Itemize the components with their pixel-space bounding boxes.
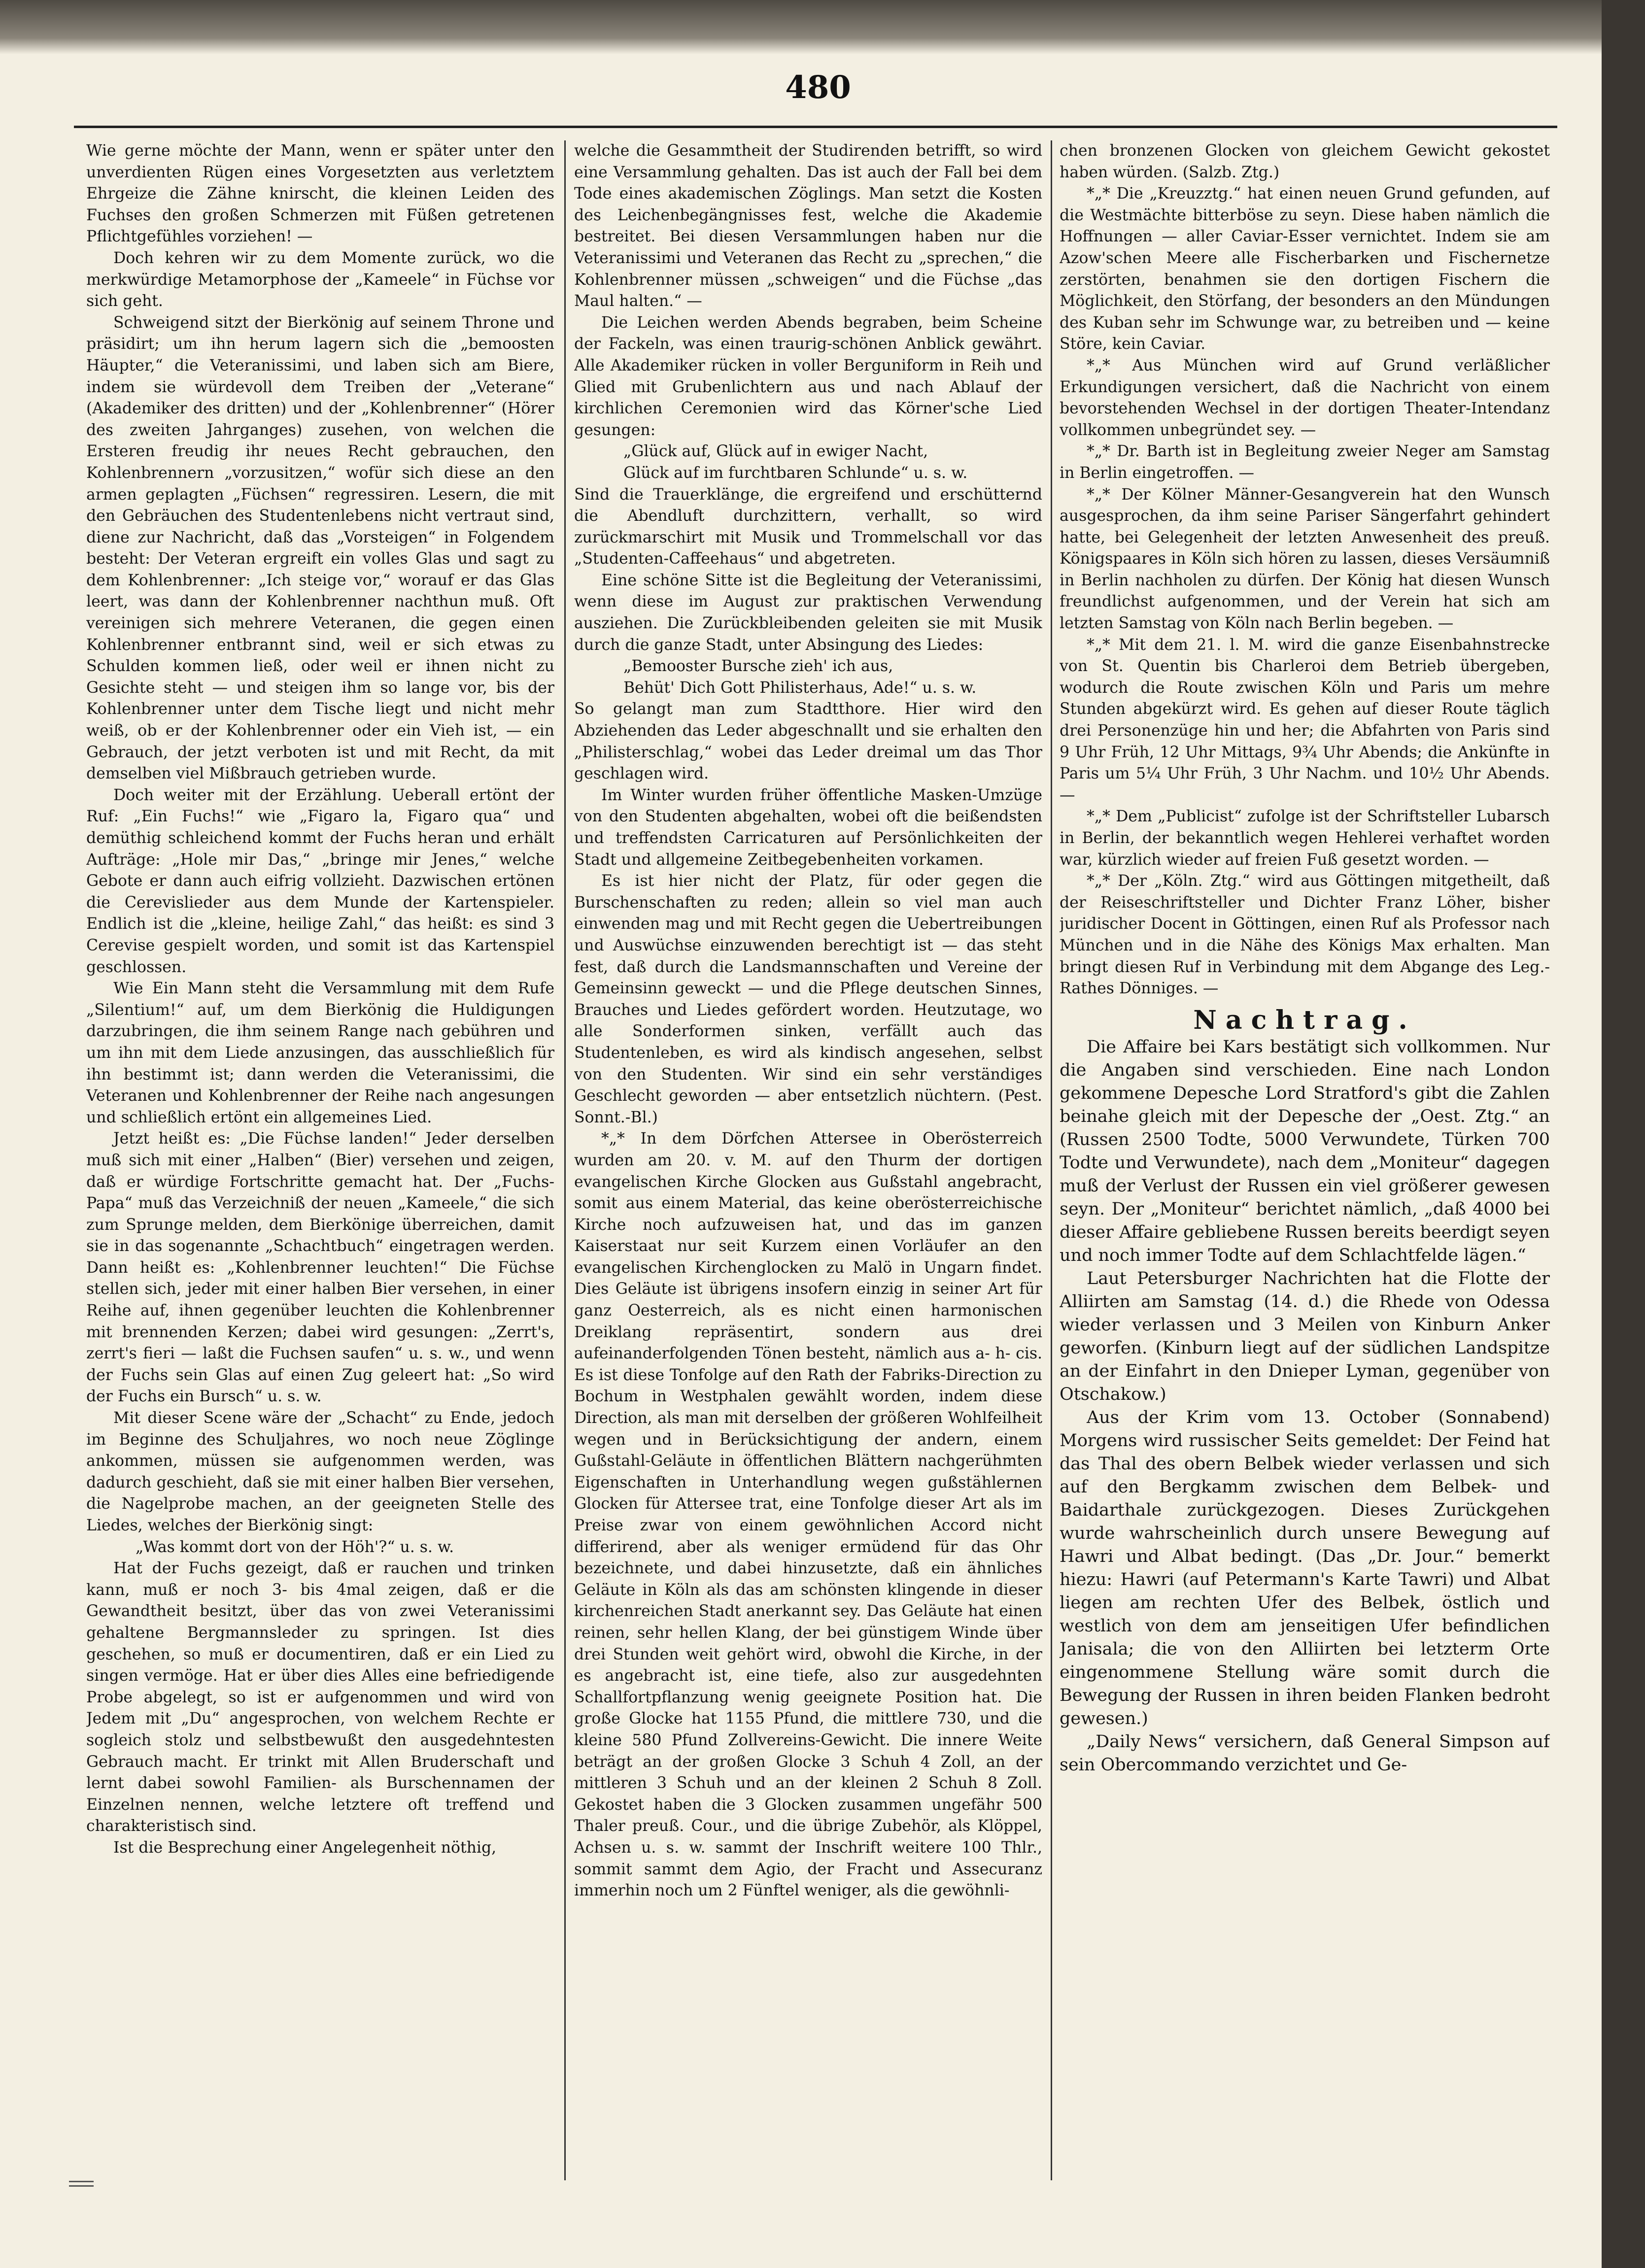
column-2 bbox=[574, 140, 1042, 2175]
scan-top-edge bbox=[0, 0, 1602, 54]
header-rule bbox=[74, 126, 1557, 128]
paragraph: welche die Gesammtheit der Studirenden betrifft, so wird eine Versammlung gehalten. Das ist auch der Fall bei dem Tode eines akademischen Zöglings. Man setzt die Kosten des Leichenbegängnisses fest, welche die Akademie bestreitet. Bei diesen Versammlungen haben nur die Veteranissimi und Veteranen das Recht zu „sprechen,“ die Kohlenbrenner müssen „schweigen“ und die Füchse „das Maul halten.“ — bbox=[574, 142, 1042, 310]
paragraph: So gelangt man zum Stadtthore. Hier wird den Abziehenden das Leder abgeschnallt und sie erhalten den „Philisterschlag,“ wobei das Leder dreimal um das Thor geschlagen wird. bbox=[574, 700, 1042, 783]
page-number: 480 bbox=[785, 69, 851, 106]
paragraph: Wie gerne möchte der Mann, wenn er später unter den unverdienten Rügen eines Vorgesetzten aus verletztem Ehrgeize die Zähne knirscht, die kleinen Leiden des Fuchses den großen Schmerzen mit Füßen getretenen Pflichtgefühles vorziehen! — bbox=[86, 142, 554, 246]
paragraph: Hat der Fuchs gezeigt, daß er rauchen und trinken kann, muß er noch 3- bis 4mal zeigen, daß er die Gewandtheit besitzt, über das von zwei Veteranissimi gehaltene Bergmannsleder zu springen. Ist dies geschehen, so muß er documentiren, daß er ein Lied zu singen vermöge. Hat er über dies Alles eine befriedigende Probe abgelegt, so ist er aufgenommen und wird von Jedem mit „Du“ angesprochen, von welchem Rechte er sogleich stolz und selbstbewußt den ausgedehntesten Gebrauch macht. Er trinkt mit Allen Bruderschaft und lernt dabei sowohl Familien- als Burschennamen der Einzelnen nennen, welche letztere oft treffend und charakteristisch sind. bbox=[86, 1559, 554, 1835]
paragraph: Aus der Krim vom 13. October (Sonnabend) Morgens wird russischer Seits gemeldet: Der Feind hat das Thal des obern Belbek wieder verlassen und sich auf den Bergkamm zwischen dem Belbek- und Baidarthale zurückgezogen. Dieses Zurückgehen wurde wahrscheinlich durch unsere Bewegung auf Hawri und Albat bedingt. (Das „Dr. Jour.“ bemerkt hiezu: Hawri (auf Petermann's Karte Tawri) und Albat liegen am rechten Ufer des Belbek, östlich und westlich von dem am jenseitigen Ufer befindlichen Janisala; die von den Alliirten bei letzterm Orte eingenommene Stellung wäre somit durch die Bewegung der Russen in ihren beiden Flanken bedroht gewesen.) bbox=[1060, 1408, 1550, 1729]
paragraph: Doch kehren wir zu dem Momente zurück, wo die merkwürdige Metamorphose der „Kameele“ in Füchse vor sich geht. bbox=[86, 249, 554, 310]
verse-line: Behüt' Dich Gott Philisterhaus, Ade!“ u. s. w. bbox=[623, 678, 977, 697]
verse-line: „Was kommt dort von der Höh'?“ u. s. w. bbox=[136, 1538, 454, 1556]
news-item: *„* Dem „Publicist“ zufolge ist der Schriftsteller Lubarsch in Berlin, der bekanntlich wegen Hehlerei verhaftet worden war, kürzlich wieder auf freien Fuß gesetzt worden. — bbox=[1060, 808, 1550, 869]
verse-line: „Glück auf, Glück auf in ewiger Nacht, bbox=[623, 442, 928, 461]
news-item: *„* Dr. Barth ist in Begleitung zweier Neger am Samstag in Berlin eingetroffen. — bbox=[1060, 442, 1550, 482]
verse-line: „Bemooster Bursche zieh' ich aus, bbox=[623, 657, 893, 676]
paragraph: Es ist hier nicht der Platz, für oder gegen die Burschenschaften zu reden; allein so viel man auch einwenden mag und mit Recht gegen die Uebertreibungen und Auswüchse einzuwenden berechtigt ist — das steht fest, daß durch die Landsmannschaften und Vereine der Gemeinsinn geweckt — und die Pflege deutschen Sinnes, Brauches und Liedes gefördert worden. Heutzutage, wo alle Sonderformen sinken, verfällt auch das Studentenleben, es wird als kindisch angesehen, selbst von den Studenten. Wir sind ein sehr verständiges Geschlecht geworden — aber entsetzlich nüchtern. (Pest. Sonnt.-Bl.) bbox=[574, 872, 1042, 1126]
paragraph: Jetzt heißt es: „Die Füchse landen!“ Jeder derselben muß sich mit einer „Halben“ (Bier) versehen und zeigen, daß er würdige Fortschritte gemacht hat. Der „Fuchs-Papa“ muß das Verzeichniß der neuen „Kameele,“ die sich zum Sprunge melden, dem Bierkönige überreichen, damit sie in das sogenannte „Schachtbuch“ eingetragen werden. Dann heißt es: „Kohlenbrenner leuchten!“ Die Füchse stellen sich, jeder mit einer halben Bier versehen, in einer Reihe auf, ihnen gegenüber leuchten die Kohlenbrenner mit brennenden Kerzen; dabei wird gesungen: „Zerrt's, zerrt's fieri — laßt die Fuchsen saufen“ u. s. w., und wenn der Fuchs sein Glas auf einen Zug geleert hat: „So wird der Fuchs ein Bursch“ u. s. w. bbox=[86, 1130, 554, 1406]
paragraph: Eine schöne Sitte ist die Begleitung der Veteranissimi, wenn diese im August zur praktischen Verwendung ausziehen. Die Zurückbleibenden geleiten sie mit Musik durch die ganze Stadt, unter Absingung des Liedes: bbox=[574, 571, 1042, 654]
column-1 bbox=[86, 140, 554, 2175]
news-item: *„* Der „Köln. Ztg.“ wird aus Göttingen mitgetheilt, daß der Reiseschriftsteller und Dichter Franz Löher, bisher juridischer Docent in Göttingen, einen Ruf als Professor nach München und in die Nähe des Königs Max erhalten. Man bringt diesen Ruf in Verbindung mit dem Abgange des Leg.-Rathes Dönniges. — bbox=[1060, 872, 1550, 998]
section-heading-nachtrag: Nachtrag. bbox=[1193, 1005, 1416, 1035]
paragraph: Die Leichen werden Abends begraben, beim Scheine der Fackeln, was einen traurig-schönen Anblick gewährt. Alle Akademiker rücken in voller Berguniform in Reih und Glied mit Grubenlichtern aus und nach Ablauf der kirchlichen Ceremonien wird das Körner'sche Lied gesungen: bbox=[574, 313, 1042, 439]
news-item: *„* Mit dem 21. l. M. wird die ganze Eisenbahnstrecke von St. Quentin bis Charleroi dem Betrieb übergeben, wodurch die Route zwischen Köln und Paris um mehre Stunden abgekürzt wird. Es gehen auf dieser Route täglich drei Personenzüge hin und her; die Abfahrten von Paris sind 9 Uhr Früh, 12 Uhr Mittags, 9¾ Uhr Abends; die Ankünfte in Paris um 5¼ Uhr Früh, 3 Uhr Nachm. und 10½ Uhr Abends. — bbox=[1060, 636, 1550, 804]
paragraph: Sind die Trauerklänge, die ergreifend und erschütternd die Abendluft durchzittern, verhallt, so wird zurückmarschirt mit Musik und Trommelschall vor das „Studenten-Caffeehaus“ und abgetreten. bbox=[574, 485, 1042, 568]
column-3 bbox=[1060, 140, 1550, 2175]
paragraph: Wie Ein Mann steht die Versammlung mit dem Rufe „Silentium!“ auf, um dem Bierkönig die Huldigungen darzubringen, die ihm seinem Range nach gebühren und um ihn mit dem Liede anzusingen, das ausschließlich für ihn bestimmt ist; dann werden die Veteranissimi, die Veteranen und Kohlenbrenner der Reihe nach angesungen und schließlich ertönt ein allgemeines Lied. bbox=[86, 980, 554, 1126]
news-item: *„* Der Kölner Männer-Gesangverein hat den Wunsch ausgesprochen, da ihm seine Pariser Sängerfahrt gehindert hatte, bei Gelegenheit der letzten Anwesenheit des preuß. Königspaares in Köln sich hören zu lassen, dieses Versäumniß in Berlin nachholen zu dürfen. Der König hat diesen Wunsch freundlichst aufgenommen, und der Verein hat sich am letzten Samstag von Köln nach Berlin begeben. — bbox=[1060, 485, 1550, 633]
column-divider bbox=[564, 140, 566, 2180]
verse-line: Glück auf im furchtbaren Schlunde“ u. s. w. bbox=[623, 464, 968, 482]
scan-right-edge bbox=[1602, 0, 1645, 2268]
paragraph: Mit dieser Scene wäre der „Schacht“ zu Ende, jedoch im Beginne des Schuljahres, wo noch neue Zöglinge ankommen, müssen sie aufgenommen werden, was dadurch geschieht, daß sie mit einer halben Bier versehen, die Nagelprobe machen, an der geeigneten Stelle des Liedes, welches der Bierkönig singt: bbox=[86, 1409, 554, 1534]
paragraph: *„* In dem Dörfchen Attersee in Oberösterreich wurden am 20. v. M. auf den Thurm der dortigen evangelischen Kirche Glocken aus Gußstahl angebracht, somit aus einem Material, das keine oberösterreichische Kirche noch aufzuweisen hat, und das im ganzen Kaiserstaat nur seit Kurzem einen Vorläufer an den evangelischen Kirchenglocken zu Malö in Ungarn findet. Dies Geläute ist übrigens insofern einzig in seiner Art für ganz Oesterreich, als es nicht einen harmonischen Dreiklang repräsentirt, sondern aus drei aufeinanderfolgenden Tönen besteht, nämlich aus a- h- cis. Es ist diese Tonfolge auf den Rath der Fabriks-Direction zu Bochum in Westphalen gewählt worden, indem diese Direction, als man mit derselben der größeren Wohlfeilheit wegen und in Berücksichtigung der andern, einem Gußstahl-Geläute in öffentlichen Blättern nachgerühmten Eigenschaften in Unterhandlung wegen gußstählernen Glocken für Attersee trat, eine Tonfolge dieser Art als im Preise zwar von einem gewöhnlichen Accord nicht differirend, aber als weniger ermüdend für das Ohr bezeichnete, und dabei hinzusetzte, daß ein ähnliches Geläute in Köln als das am schönsten klingende in dieser kirchenreichen Stadt anerkannt sey. Das Geläute hat einen reinen, sehr hellen Klang, der bei günstigem Winde über drei Stunden weit gehört wird, obwohl die Kirche, in der es angebracht ist, eine tiefe, also zur ausgedehnten Schallfortpflanzung wenig geeignete Position hat. Die große Glocke hat 1155 Pfund, die mittlere 730, und die kleine 580 Pfund Zollvereins-Gewicht. Die innere Weite beträgt an der großen Glocke 3 Schuh 4 Zoll, an der mittleren 3 Schuh und an der kleinen 2 Schuh 8 Zoll. Gekostet haben die 3 Glocken zusammen ungefähr 500 Thaler preuß. Cour., und die übrige Zubehör, als Klöppel, Achsen u. s. w. sammt der Inschrift weitere 100 Thlr., sommit sammt dem Agio, der Fracht und Assecuranz immerhin noch um 2 Fünftel weniger, als die gewöhnli- bbox=[574, 1130, 1042, 1900]
news-item: *„* Die „Kreuzztg.“ hat einen neuen Grund gefunden, auf die Westmächte bitterböse zu seyn. Diese haben nämlich die Hoffnungen — aller Caviar-Esser vernichtet. Indem sie am Azow'schen Meere alle Fischerbarken und Fischernetze zerstörten, benahmen sie den dortigen Fischern die Möglichkeit, den Störfang, der besonders an den Mündungen des Kuban sehr im Schwunge war, zu betreiben und — keine Störe, kein Caviar. bbox=[1060, 185, 1550, 353]
paragraph: Laut Petersburger Nachrichten hat die Flotte der Alliirten am Samstag (14. d.) die Rhede von Odessa wieder verlassen und 3 Meilen von Kinburn Anker geworfen. (Kinburn liegt auf der südlichen Landspitze an der Einfahrt in den Dnieper Lyman, gegenüber von Otschakow.) bbox=[1060, 1269, 1550, 1405]
paragraph: Die Affaire bei Kars bestätigt sich vollkommen. Nur die Angaben sind verschieden. Eine nach London gekommene Depesche Lord Stratford's gibt die Zahlen beinahe gleich mit der Depesche der „Oest. Ztg.“ an (Russen 2500 Todte, 5000 Verwundete, Türken 700 Todte und Verwundete), nach dem „Moniteur“ dagegen muß der Verlust der Russen ein viel größerer gewesen seyn. Der „Moniteur“ berichtet nämlich, „daß 4000 bei dieser Affaire gebliebene Russen bereits beerdigt seyen und noch immer Todte auf dem Schlachtfelde lägen.“ bbox=[1060, 1037, 1550, 1266]
paragraph: „Daily News“ versichern, daß General Simpson auf sein Obercommando verzichtet und Ge- bbox=[1060, 1732, 1550, 1775]
column-divider bbox=[1051, 140, 1052, 2180]
margin-marks bbox=[69, 2178, 94, 2193]
paragraph: Schweigend sitzt der Bierkönig auf seinem Throne und präsidirt; um ihn herum lagern sich die „bemoosten Häupter,“ die Veteranissimi, und laben sich am Biere, indem sie würdevoll dem Treiben der „Veterane“ (Akademiker des dritten) und der „Kohlenbrenner“ (Hörer des zweiten Jahrganges) zusehen, von welchen die Ersteren freudig ihr neues Recht gebrauchen, den Kohlenbrennern „vorzusitzen,“ wofür sich diese an den armen geplagten „Füchsen“ regressiren. Lesern, die mit den Gebräuchen des Studentenlebens nicht vertraut sind, diene zur Nachricht, daß das „Vorsteigen“ in Folgendem besteht: Der Veteran ergreift ein volles Glas und sagt zu dem Kohlenbrenner: „Ich steige vor,“ worauf er das Glas leert, was dann der Kohlenbrenner nachthun muß. Oft vereinigen sich mehrere Veteranen, die gegen einen Kohlenbrenner entbrannt sind, weil er sich etwas zu Schulden kommen ließ, oder weil er ihnen nicht zu Gesichte steht — und steigen ihm so lange vor, bis der Kohlenbrenner unter dem Tische liegt und nicht mehr weiß, ob er der Kohlenbrenner oder ein Vieh ist, — ein Gebrauch, der jetzt verboten ist und mit Recht, da mit demselben viel Mißbrauch getrieben wurde. bbox=[86, 313, 554, 783]
paragraph: Im Winter wurden früher öffentliche Masken-Umzüge von den Studenten abgehalten, wobei oft die beißendsten und treffendsten Carricaturen auf Persönlichkeiten der Stadt und allgemeine Zeitbegebenheiten vorkamen. bbox=[574, 786, 1042, 869]
paragraph: chen bronzenen Glocken von gleichem Gewicht gekostet haben würden. (Salzb. Ztg.) bbox=[1060, 142, 1550, 181]
paragraph: Ist die Besprechung einer Angelegenheit nöthig, bbox=[113, 1838, 497, 1857]
paragraph: Doch weiter mit der Erzählung. Ueberall ertönt der Ruf: „Ein Fuchs!“ wie „Figaro la, Figaro qua“ und demüthig schleichend kommt der Fuchs heran und erhält Aufträge: „Hole mir Das,“ „bringe mir Jenes,“ welche Gebote er dann auch eifrig vollzieht. Dazwischen ertönen die Cerevislieder aus dem Munde der Kartenspieler. Endlich ist die „kleine, heilige Zahl,“ das heißt: es sind 3 Cerevise gespielt worden, und somit ist das Kartenspiel geschlossen. bbox=[86, 786, 554, 976]
news-item: *„* Aus München wird auf Grund verläßlicher Erkundigungen versichert, daß die Nachricht von einem bevorstehenden Wechsel in der dortigen Theater-Intendanz vollkommen unbegründet sey. — bbox=[1060, 356, 1550, 439]
